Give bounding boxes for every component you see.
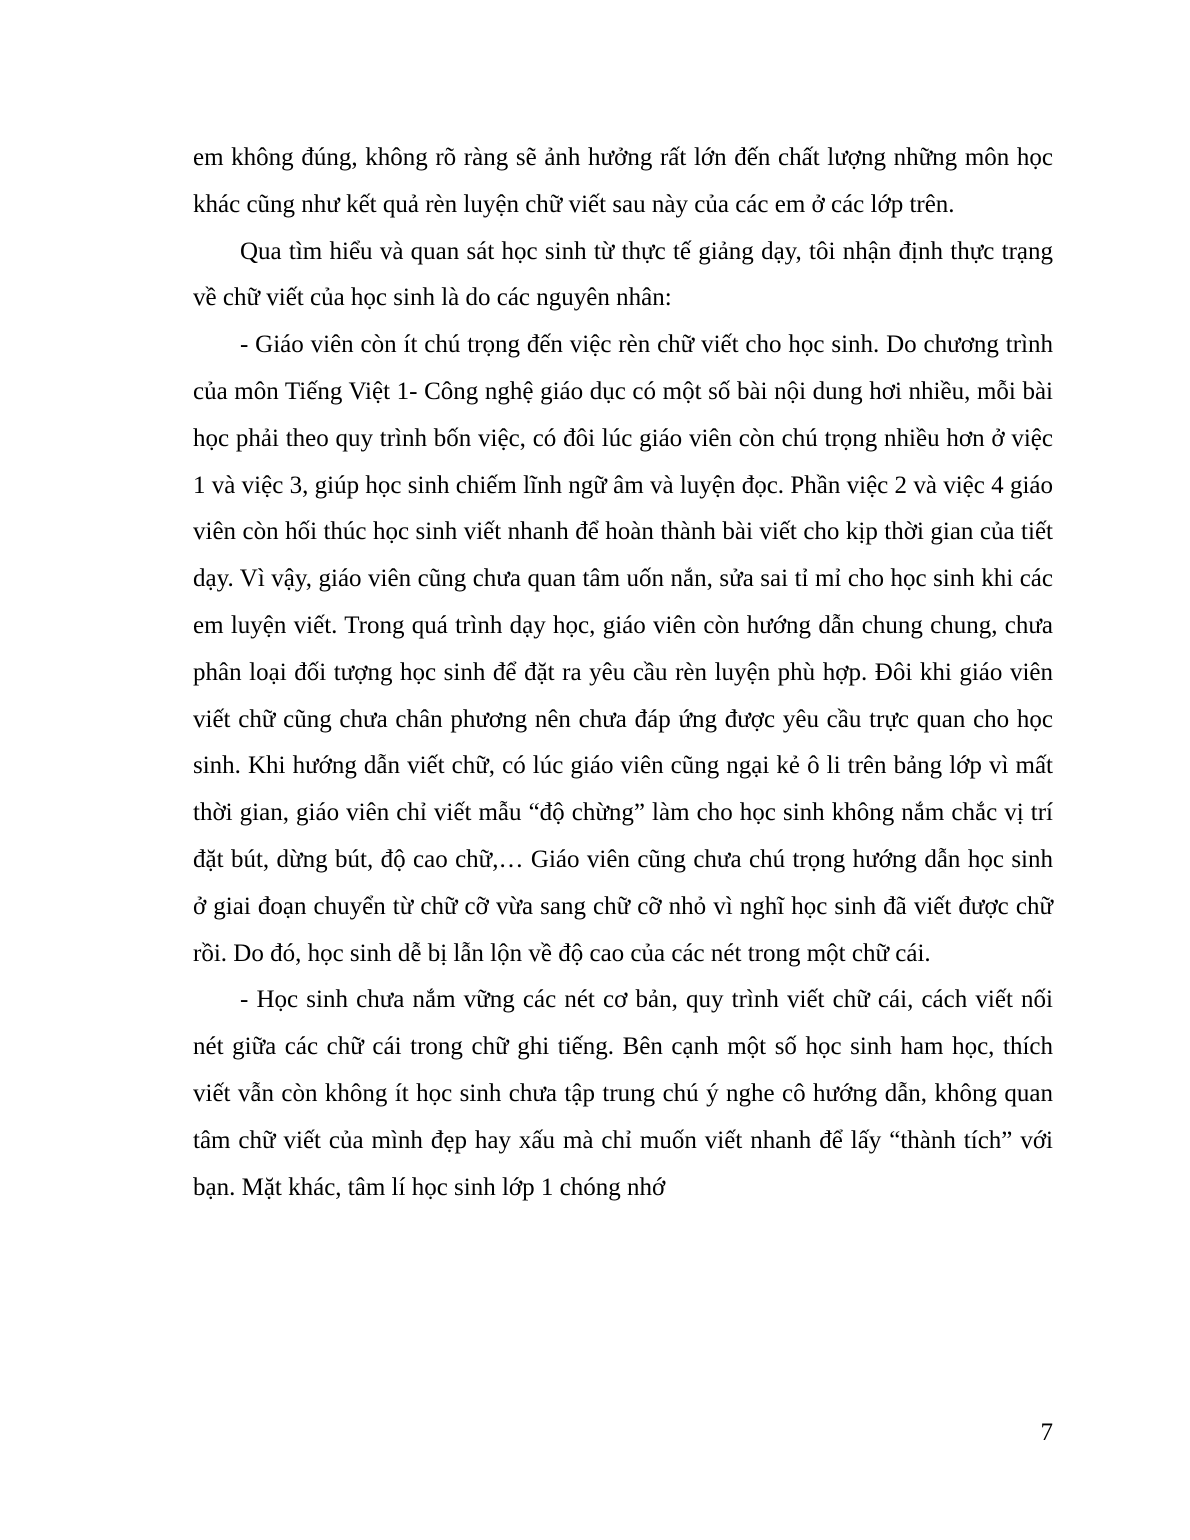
page-number: 7 xyxy=(1040,1419,1053,1446)
paragraph-student-causes: - Học sinh chưa nắm vững các nét cơ bản, quy trình viết chữ cái, cách viết nối nét giữa các chữ cái trong chữ ghi tiếng. Bên cạnh một số học sinh ham học, thích viết vẫn còn không ít học sinh chưa tập trung chú ý nghe cô hướng dẫn, không quan tâm chữ viết của mình đẹp hay xấu mà chỉ muốn viết nhanh để lấy “thành tích” với bạn. Mặt khác, tâm lí học sinh lớp 1 chóng nhớ xyxy=(193,986,1053,1201)
body-text xyxy=(193,135,1053,1211)
paragraph-intro: Qua tìm hiểu và quan sát học sinh từ thực tế giảng dạy, tôi nhận định thực trạng về chữ viết của học sinh là do các nguyên nhân: xyxy=(193,237,1053,312)
paragraph-continuation: em không đúng, không rõ ràng sẽ ảnh hưởng rất lớn đến chất lượng những môn học khác cũng như kết quả rèn luyện chữ viết sau này của các em ở các lớp trên. xyxy=(193,144,1053,218)
paragraph-teacher-causes: - Giáo viên còn ít chú trọng đến việc rèn chữ viết cho học sinh. Do chương trình của môn Tiếng Việt 1- Công nghệ giáo dục có một số bài nội dung hơi nhiều, mỗi bài học phải theo quy trình bốn việc, có đôi lúc giáo viên còn chú trọng nhiều hơn ở việc 1 và việc 3, giúp học sinh chiếm lĩnh ngữ âm và luyện đọc. Phần việc 2 và việc 4 giáo viên còn hối thúc học sinh viết nhanh để hoàn thành bài viết cho kịp thời gian của tiết dạy. Vì vậy, giáo viên cũng chưa quan tâm uốn nắn, sửa sai tỉ mỉ cho học sinh khi các em luyện viết. Trong quá trình dạy học, giáo viên còn hướng dẫn chung chung, chưa phân loại đối tượng học sinh để đặt ra yêu cầu rèn luyện phù hợp. Đôi khi giáo viên viết chữ cũng chưa chân phương nên chưa đáp ứng được yêu cầu trực quan cho học sinh. Khi hướng dẫn viết chữ, có lúc giáo viên cũng ngại kẻ ô li trên bảng lớp vì mất thời gian, giáo viên chỉ viết mẫu “độ chừng” làm cho học sinh không nắm chắc vị trí đặt bút, dừng bút, độ cao chữ,… Giáo viên cũng chưa chú trọng hướng dẫn học sinh ở giai đoạn chuyển từ chữ cỡ vừa sang chữ cỡ nhỏ vì nghĩ học sinh đã viết được chữ rồi. Do đó, học sinh dễ bị lẫn lộn về độ cao của các nét trong một chữ cái. xyxy=(193,331,1053,967)
